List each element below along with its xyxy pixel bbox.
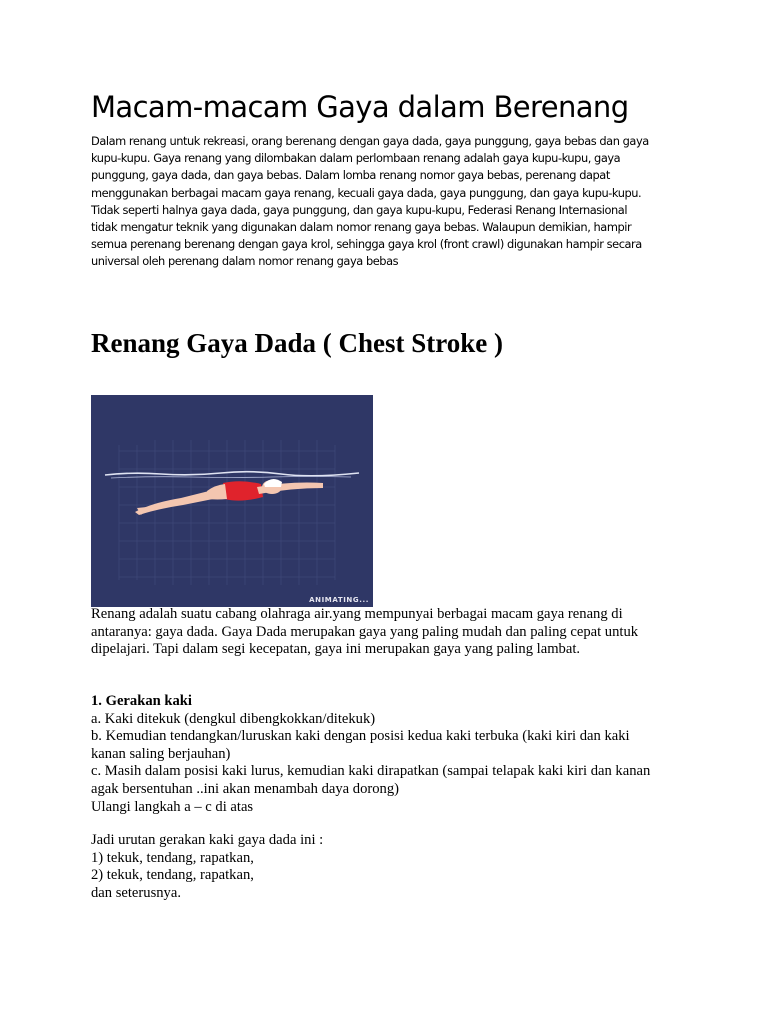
intro-line: punggung, gaya dada, dan gaya bebas. Dalam lomba renang nomor gaya bebas, perenang dapat xyxy=(91,168,610,183)
sequence-line: 1) tekuk, tendang, rapatkan, xyxy=(91,849,254,866)
swimmer-illustration xyxy=(91,395,373,607)
leg-movement-heading: 1. Gerakan kaki xyxy=(91,693,192,709)
section-title: Renang Gaya Dada ( Chest Stroke ) xyxy=(91,328,504,358)
intro-paragraph xyxy=(91,133,691,271)
intro-line: universal oleh perenang dalam nomor renang gaya bebas xyxy=(91,254,399,269)
leg-step-line: b. Kemudian tendangkan/luruskan kaki dengan posisi kedua kaki terbuka (kaki kiri dan kaki xyxy=(91,728,630,745)
paragraph-line: Renang adalah suatu cabang olahraga air.yang mempunyai berbagai macam gaya renang di xyxy=(91,606,623,622)
intro-line: Tidak seperti halnya gaya dada, gaya punggung, dan gaya kupu-kupu, Federasi Renang Internasional xyxy=(91,202,628,217)
leg-movement-section xyxy=(91,693,691,816)
intro-line: Dalam renang untuk rekreasi, orang berenang dengan gaya dada, gaya punggung, gaya bebas dan gaya xyxy=(91,134,649,148)
sequence-line: 2) tekuk, tendang, rapatkan, xyxy=(91,867,254,884)
intro-line: kupu-kupu. Gaya renang yang dilombakan dalam perlombaan renang adalah gaya kupu-kupu, gaya xyxy=(91,151,621,166)
page-title: Macam-macam Gaya dalam Berenang xyxy=(91,90,629,124)
swimmer-cap xyxy=(264,479,282,487)
sequence-line: Jadi urutan gerakan kaki gaya dada ini : xyxy=(91,832,324,848)
water-ripple xyxy=(111,477,351,479)
sequence-line: dan seterusnya. xyxy=(91,884,181,901)
grid-lines xyxy=(119,440,335,585)
paragraph-line: antaranya: gaya dada. Gaya Dada merupakan gaya yang paling mudah dan paling cepat untuk xyxy=(91,623,639,640)
swimmer-legs xyxy=(135,491,213,515)
leg-step-line: agak bersentuhan ..ini akan menambah daya dorong) xyxy=(91,780,399,797)
leg-step-line: kanan saling berjauhan) xyxy=(91,745,231,762)
swimmer-animation-figure xyxy=(91,395,373,607)
swimmer-hips xyxy=(207,484,227,500)
leg-step-line: a. Kaki ditekuk (dengkul dibengkokkan/ditekuk) xyxy=(91,710,376,727)
leg-step-line: c. Masih dalam posisi kaki lurus, kemudian kaki dirapatkan (sampai telapak kaki kiri dan kanan xyxy=(91,763,651,780)
paragraph-line: dipelajari. Tapi dalam segi kecepatan, gaya ini merupakan gaya yang paling lambat. xyxy=(91,641,581,658)
intro-line: tidak mengatur teknik yang digunakan dalam nomor renang gaya bebas. Walaupun demikian, hampir xyxy=(91,220,632,235)
water-surface xyxy=(105,472,359,476)
leg-step-line: Ulangi langkah a – c di atas xyxy=(91,798,254,815)
chest-stroke-paragraph xyxy=(91,606,691,659)
intro-line: semua perenang berenang dengan gaya krol, sehingga gaya krol (front crawl) digunakan hampir secara xyxy=(91,237,642,252)
animation-caption: ANIMATING... xyxy=(309,596,369,604)
intro-line: menggunakan berbagai macam gaya renang, kecuali gaya dada, gaya punggung, dan gaya kupu-kupu. xyxy=(91,185,642,200)
leg-sequence-section xyxy=(91,832,691,902)
swimmer-suit xyxy=(223,481,263,500)
